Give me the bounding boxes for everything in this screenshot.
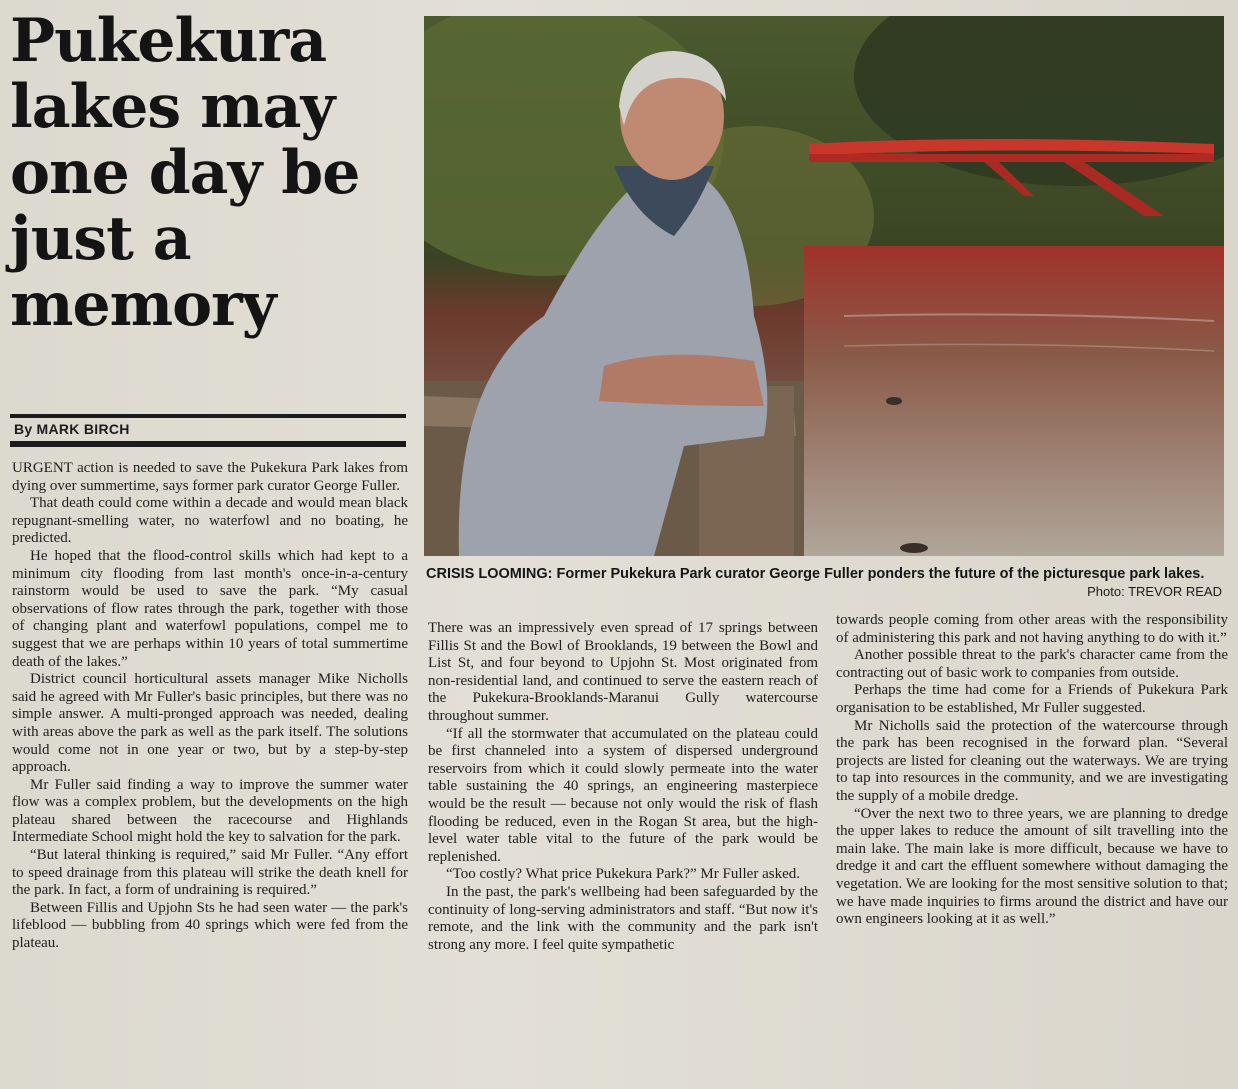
photo-caption (426, 566, 1226, 583)
byline-rule-bottom (10, 441, 406, 447)
byline-rule-top (10, 414, 406, 418)
paragraph: “But lateral thinking is required,” said Mr Fuller. “Any effort to speed drainage from this plateau will strike the death knell for the park. In fact, a form of undraining is required.” (12, 847, 408, 899)
caption-kicker: CRISIS LOOMING: (426, 566, 553, 582)
byline (14, 421, 130, 437)
paragraph: Mr Fuller said finding a way to improve the summer water flow was a complex problem, but the developments on the high plateau shared between the racecourse and Highlands Intermediate School might hold the key to salvation for the park. (12, 776, 408, 846)
photo-illustration (424, 16, 1224, 556)
photo-credit: Photo: TREVOR READ (1087, 584, 1222, 599)
paragraph: “Over the next two to three years, we are planning to dredge the upper lakes to reduce the amount of silt travelling into the main lake. The main lake is more difficult, because we have to dredge it and cart the effluent somewhere without damaging the vegetation. We are looking for the most sensitive solution to that; we have made inquiries to firms around the district and have our own engineers looking at it as well.” (836, 805, 1228, 928)
headline: Pukekura lakes may one day be just a memory (10, 6, 360, 340)
paragraph: There was an impressively even spread of 17 springs between Fillis St and the Bowl of Brooklands, 19 between the Bowl and List St, and four beyond to Upjohn St. Most originated from non-residential land, and continued to serve the eastern reach of the Pukekura-Brooklands-Maranui Gully watercourse throughout summer. (428, 620, 818, 724)
lead-word: URGENT (12, 460, 73, 476)
byline-name: MARK BIRCH (36, 421, 130, 437)
paragraph: District council horticultural assets manager Mike Nicholls said he agreed with Mr Fuller's basic principles, but there was no simple answer. A multi-pronged approach was needed, dealing with areas above the park as well as the park itself. The solutions would come not in one year or two, but by a step-by-step approach. (12, 671, 408, 776)
news-photo (424, 16, 1224, 556)
paragraph: Between Fillis and Upjohn Sts he had seen water — the park's lifeblood — bubbling from 40 springs which were fed from the plateau. (12, 899, 408, 952)
byline-prefix: By (14, 421, 33, 437)
paragraph (12, 460, 408, 495)
paragraph: Mr Nicholls said the protection of the watercourse through the park has been recognised in the forward plan. “Several projects are listed for cleaning out the waterways. We are trying to tap into resources in the community, and we are investigating the supply of a mobile dredge. (836, 717, 1228, 804)
article-column-3 (836, 612, 1228, 929)
paragraph: He hoped that the flood-control skills which had kept to a minimum city flooding from last month's once-in-a-century rainstorm would be used to save the park. “My casual observations of flow rates through the park, together with those of changing plant and waterfowl populations, compel me to suggest that we are perhaps within 10 years of total summertime death of the lakes.” (12, 547, 408, 670)
paragraph: That death could come within a decade and would mean black repugnant-smelling water, no waterfowl and no boating, he predicted. (12, 495, 408, 547)
paragraph: “Too costly? What price Pukekura Park?” Mr Fuller asked. (446, 866, 800, 883)
paragraph: “If all the stormwater that accumulated on the plateau could be first channeled into a system of dispersed underground reservoirs from which it could slowly permeate into the water table sustaining the 40 springs, an engineering masterpiece would be the result — because not only would the risk of flash flooding be reduced, even in the Rogan St area, but the high-level water table vital to the future of the park would be replenished. (428, 725, 818, 865)
paragraph: Perhaps the time had come for a Friends of Pukekura Park organisation to be established, Mr Fuller suggested. (836, 682, 1228, 716)
paragraph: towards people coming from other areas with the responsibility of administering this park and not having anything to do with it.” (836, 612, 1228, 646)
paragraph-text: action is needed to save the Pukekura Park lakes from dying over summertime, says former park curator George Fuller. (12, 460, 408, 494)
article-column-2 (428, 620, 818, 954)
caption-text: Former Pukekura Park curator George Fuller ponders the future of the picturesque park lakes. (556, 566, 1205, 582)
paragraph: In the past, the park's wellbeing had been safeguarded by the continuity of long-serving administrators and staff. “But now it's remote, and the link with the community and the park isn't strong any more. I feel quite sympathetic (428, 883, 818, 953)
paragraph: Another possible threat to the park's character came from the contracting out of basic work to companies from outside. (836, 647, 1228, 681)
article-column-1 (12, 460, 408, 953)
